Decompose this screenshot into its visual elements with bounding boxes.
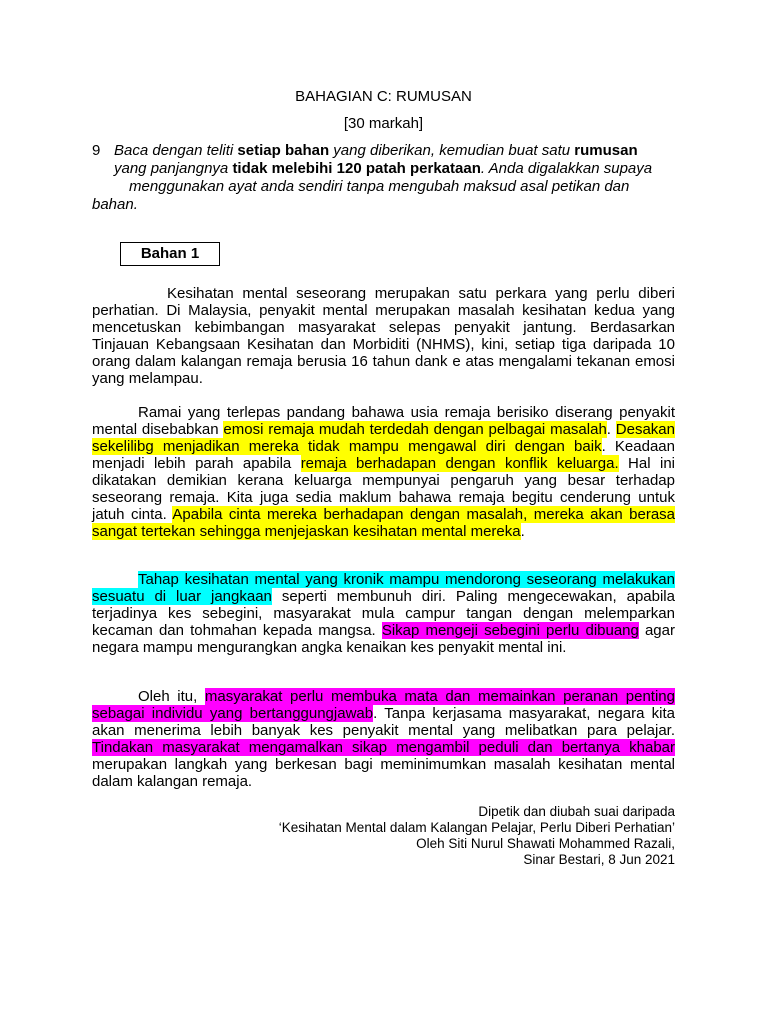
source-line-4: Sinar Bestari, 8 Jun 2021 xyxy=(523,852,675,867)
question-part2: yang diberikan, kemudian buat satu xyxy=(329,142,575,159)
p2-highlight-2: Desakan sekelilibg menjadikan mereka tidak mampu mengawal diri dengan baik xyxy=(92,421,675,455)
p3-highlight-1: Tahap kesihatan mental yang kronik mampu mendorong seseorang melakukan sesuatu di luar jangkaan xyxy=(92,571,675,605)
question-bold3: tidak melebihi 120 patah perkataan xyxy=(232,160,481,177)
p2-highlight-3: remaja berhadapan dengan konflik keluarga. xyxy=(300,455,619,472)
question-bold2: rumusan xyxy=(574,142,638,159)
paragraph-2 xyxy=(92,404,675,540)
p2-text-c: . Keadaan menjadi lebih parah apabila xyxy=(92,438,675,472)
question-number: 9 xyxy=(92,142,101,159)
question-part6: bahan. xyxy=(92,196,138,213)
p4-text-a: Oleh itu, xyxy=(138,688,205,705)
p2-text-a: Ramai yang terlepas pandang bahawa usia remaja berisiko diserang penyakit mental disebabkan xyxy=(92,404,675,438)
marks-label: [30 markah] xyxy=(343,115,424,132)
question-instruction xyxy=(92,142,675,214)
p3-highlight-2: Sikap mengeji sebegini perlu dibuang xyxy=(381,622,639,639)
p2-text-d: Hal ini dikatakan demikian kerana keluarga mempunyai pengaruh yang besar terhadap seseorang remaja. Kita juga sedia maklum bahawa remaja begitu cenderung untuk jatuh cinta. xyxy=(92,455,675,523)
p2-highlight-1: emosi remaja mudah terdedah dengan pelbagai masalah xyxy=(223,421,607,438)
source-citation xyxy=(92,804,675,868)
question-part4: . Anda digalakkan supaya xyxy=(480,160,653,177)
paragraph-1: Kesihatan mental seseorang merupakan satu perkara yang perlu diberi perhatian. Di Malaysia, penyakit mental merupakan masalah kesihatan kedua yang mencetuskan kebimbangan masyarakat selepas penyakit jantung. Berdasarkan Tinjauan Kebangsaan Kesihatan dan Morbiditi (NHMS), kini, setiap tiga daripada 10 orang dalam kalangan remaja berusia 16 tahun dank e atas mengalami tekanan emosi yang melampau. xyxy=(92,285,675,387)
section-title: BAHAGIAN C: RUMUSAN xyxy=(295,88,472,105)
paragraph-3 xyxy=(92,571,675,656)
question-text xyxy=(92,142,675,214)
p4-highlight-2: Tindakan masyarakat mengamalkan sikap mengambil peduli dan bertanya khabar xyxy=(92,739,675,756)
p3-text-b: agar negara mampu mengurangkan angka kenaikan kes penyakit mental ini. xyxy=(92,622,675,656)
p3-text-a: seperti membunuh diri. Paling mengecewakan, apabila terjadinya kes sebegini, masyarakat mula campur tangan dengan melemparkan kecaman dan tohmahan kepada mangsa. xyxy=(92,588,675,639)
p4-text-b: . Tanpa kerjasama masyarakat, negara kita akan menerima lebih banyak kes penyakit mental yang melibatkan para pelajar. xyxy=(92,705,675,739)
source-line-2: ‘Kesihatan Mental dalam Kalangan Pelajar, Perlu Diberi Perhatian’ xyxy=(278,820,675,835)
source-line-3: Oleh Siti Nurul Shawati Mohammed Razali, xyxy=(416,836,675,851)
p2-text-e: . xyxy=(520,523,525,540)
p4-highlight-1: masyarakat perlu membuka mata dan memainkan peranan penting sebagai individu yang bertanggungjawab xyxy=(92,688,675,722)
question-bold1: setiap bahan xyxy=(237,142,330,159)
bahan-label: Bahan 1 xyxy=(120,242,220,266)
p2-highlight-4: Apabila cinta mereka berhadapan dengan masalah, mereka akan berasa sangat tertekan sehingga menjejaskan kesihatan mental mereka xyxy=(92,506,676,540)
source-line-1: Dipetik dan diubah suai daripada xyxy=(478,804,675,819)
question-part3: yang panjangnya xyxy=(114,160,233,177)
question-part1: Baca dengan teliti xyxy=(114,142,238,159)
p2-text-b: . xyxy=(606,421,616,438)
p4-text-c: merupakan langkah yang berkesan bagi meminimumkan masalah kesihatan mental dalam kalangan remaja. xyxy=(92,756,675,790)
question-part5: menggunakan ayat anda sendiri tanpa mengubah maksud asal petikan dan xyxy=(129,178,630,195)
paragraph-4 xyxy=(92,688,675,790)
